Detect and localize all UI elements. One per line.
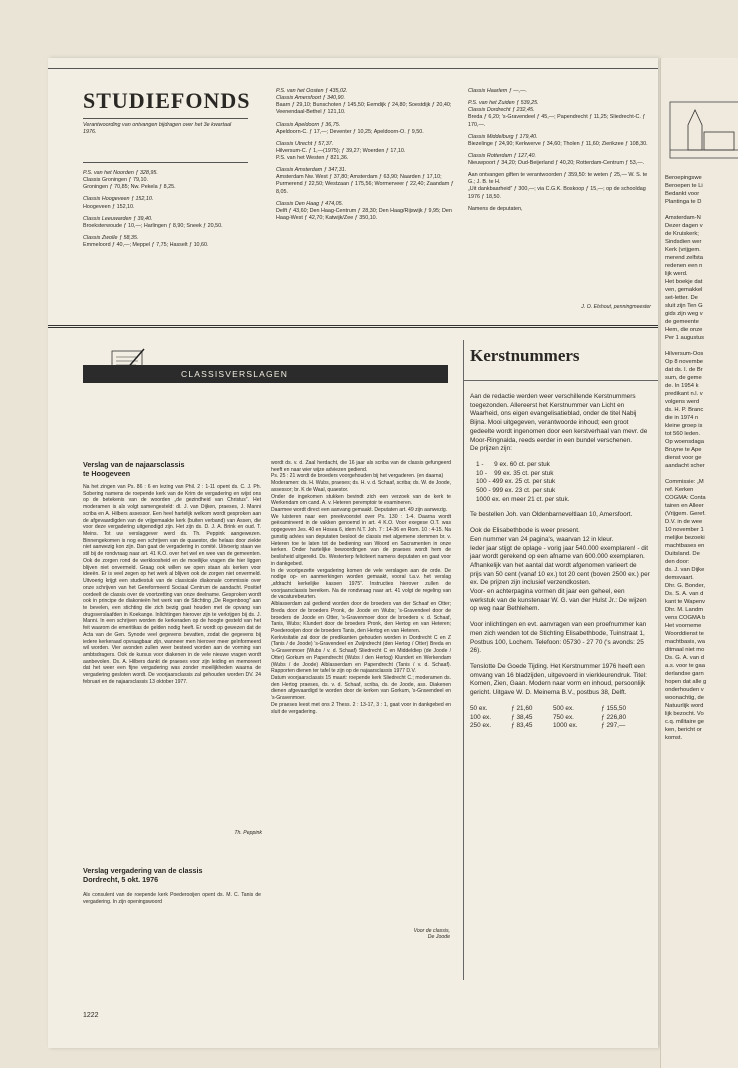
price-line: 100 - 499 ex. 25 ct. per stuk [476,478,556,486]
fund-entry-heading: P.S. van het Oosten ƒ 435,02. Classis Amersfoort ƒ 340,90. [276,88,348,102]
right-page-line [665,471,706,479]
right-page-line: volgens werd [665,399,700,405]
fund-entry [83,170,251,191]
fund-entry-heading: P.S. van het Zuiden ƒ 539,25. Classis Dordrecht ƒ 232,45. [468,100,539,114]
fund-entry-heading: Classis Rotterdam ƒ 127,40. [468,152,537,159]
box-line [463,340,464,980]
right-page-line: Op woensdaga [665,439,704,445]
section-rule [48,327,658,328]
fund-entry [83,216,251,230]
church-illustration [668,100,738,160]
right-page-line: machtbases en [665,543,705,549]
right-page-line: tairen en Alleer [665,503,704,509]
price-line: 10 - 99 ex. 35 ct. per stuk [476,469,554,477]
fund-entry-heading: Classis Apeldoorn ƒ 36,75. [276,121,341,128]
right-page-line: Ds. S. A. van d [665,591,704,597]
fund-entry [276,141,454,162]
fund-entry-text: Baarn ƒ 29,10; Bunschoten ƒ 145,50; Eemdijk ƒ 24,80; Soestdijk ƒ 20,40; Veenendaal-Bethel ƒ 121,10. [276,102,452,116]
fund-entry-heading: Classis Den Haag ƒ 474,05. [276,200,344,207]
right-page-line: ref. Kerken [665,487,694,493]
fund-entry-heading: P.S. van het Noorden ƒ 328,95. [83,170,158,176]
fund-entry [468,172,651,201]
right-page-line: Dhr. M. Landm [665,607,704,613]
classisverslagen-banner [83,365,448,383]
right-page-line: Beroepingswe [665,175,702,181]
right-page-line: Ds. G. A. van d [665,655,704,661]
right-page-line: komst. [665,735,683,741]
right-page-line: onderhouden v [665,687,704,693]
price-cell: ƒ 297,— [601,722,626,730]
right-page-line: redenen een n [665,263,703,269]
fund-entry-text: Classis Groningen ƒ 79,10. Groningen ƒ 70,85; Nw. Pekela ƒ 8,25. [83,177,176,191]
fund-entry [468,153,651,167]
right-page-line: sluit zijn Ten G [665,303,703,309]
article-body-hoogeveen: Na het zingen van Ps. 86 : 6 en lezing van Phil. 2 : 1-11 opent ds. C. J. Ph. Sobering namens de roepende kerk van de Krim de vergadering en wijst ons op de betekenis van de woorden „de gezindheid van Christus”. Het moderamen is als volgt samengesteld: dl. J. van Dijken, praeses, J. Manni scriba en A. Hilbers assessor. Een heel hartelijk welkom wordt gesproken aan de afgevaardigden van de vrijgemaakte kerk (buiten verband) van Assen, die voor deze vergadering uitgenodigd zijn. Het zijn ds. D. J. A. Brink en oud. T. Meins. Tot uw verslaggever werd ds. Th. Peppink aangewezen. Binnengekomen is nog een schrijven van de quaestor, die helaas door ziekte niet aanwezig kon zijn. Dan gaat de vergadering in comité. Uitvoerig staan we stil bij de rondvraag naar art. 41 K.O. over het wel en wee van de gemeenten. Ook de zorgen rond de werkloosheid en de moeilijke vragen die hier liggen blijven niet onvermeld. Graag ook willen we open staan als kerken voor ideeën. Er is veel zegen op het werk al blijven ook de zorgen niet onvermeld. Uitvoerig krijgt een studiestuk van de classicale diakonale commissie over onze schrijven van het Gereformeerd Sociaal Centrum de aandacht. Positief oordeelt de classis over de voortzetting van onze deelname. Gesproken wordt ook in principe de diakonieën het werk van de Stichting „De Regenboog” aan te bevelen, een stichting die zich bezig gaat houden met de opvang van drugsverslaafden in Koekange. Inlichtingen hierover zijn te verkrijgen bij ds. J. Manni. In een schrijven worden de kerkeraden op de hoogte gesteld van het feit waarom de emeritikas de gelden nodig heeft. Er wordt op gewezen dat de Acta van de Gen. Synode veel gegevens bevatten, zodat die gegevens bij iedere kerkeraad opvraagbaar zijn, wanneer men hierover meer geïnformeerd wil worden. Vier avonden zullen weer besteed worden aan de vorming van ambtsdragers. Ook de kursus voor diakenen in de vele nieuwe vragen wordt aanbevolen. Ds. A. Hilbers dankt de praeses voor zijn leiding en memoreert dat het weer een fijne vergadering was zonder moeilijkheden waarna de vergadering gesloten wordt. De voorjaarsclassis zal gehouden worden DV. 24 februari en de najaarsclassis 13 oktober 1977. [83,484,261,685]
right-page-line: 10 november 1 [665,527,704,533]
right-page-line: Het voorneme [665,623,702,629]
right-page-line: Dezer dagen v [665,223,703,229]
right-page-line: kleine groep is [665,423,703,429]
right-page-line: vens COGMA b [665,615,706,621]
right-page-line: den door: [665,559,690,565]
right-page-line [665,207,706,215]
right-page-line: Dhr. G. Bonder, [665,583,705,589]
right-page-text [665,175,706,743]
kerst-para-5: Tenslotte De Goede Tijding. Het Kerstnummer 1976 heeft een omvang van 16 bladzijden, uitgevoerd in vierkleurendruk. Titel: Komen, Zien, Gaan. Modern naar vorm en inhoud, persoonlijk gericht. Uitgave W. D. Meinema B.V., postbus 38, Delft. [470,662,647,697]
right-page-line: demsvaart. [665,575,694,581]
right-page-line: Sindsdien wer [665,239,702,245]
box-line [463,380,658,381]
price-cell: ƒ 83,45 [511,722,533,730]
right-page-line: ds. J. van Dijke [665,567,705,573]
studiefonds-title: STUDIEFONDS [83,88,251,113]
fund-entry [468,134,651,148]
right-page-line: Beroepen te Li [665,183,703,189]
right-page-line: Commissie: „M [665,479,704,485]
right-page-line: Natuurlijk word [665,703,704,709]
right-page-line: Hilversum-Oos [665,351,704,357]
right-page-line: COGMA: Conta [665,495,706,501]
right-page-line: kant te Wapenv [665,599,706,605]
right-page-line: de Kruiskerk; [665,231,699,237]
right-page-line: dat ds. I. de Br [665,367,703,373]
page-number: 1222 [83,1012,99,1019]
right-page-line: Kerk (vrijgem. [665,247,701,253]
right-page-line: Amsterdam-N [665,215,701,221]
price-cell: ƒ 155,50 [601,704,627,712]
studiefonds-col-2 [276,88,454,227]
right-page-line: de. In 1954 k [665,383,699,389]
right-page-line: melijke bezoeki [665,535,705,541]
right-page-line: Plantinga te D [665,199,702,205]
fund-entry [83,196,251,210]
price-cell: 1000 ex. [552,722,578,730]
price-line: 500 - 999 ex. 23 ct. per stuk [476,487,556,495]
rule [83,118,248,119]
fund-entry-text: Delft ƒ 43,60; Den Haag-Centrum ƒ 28,30; Den Haag/Rijswijk ƒ 9,95; Den Haag-West ƒ 42,70; Katwijk/Zee ƒ 350,10. [276,207,452,221]
fund-entry-heading: Classis Utrecht ƒ 57,37. [276,140,334,147]
right-page-line: merend zelfsta [665,255,704,261]
price-line: 1000 ex. en meer 21 ct. per stuk. [476,495,570,503]
article-title-hoogeveen: Verslag van de najaarsclassis te Hoogeveen [83,460,185,479]
fund-entry [276,88,454,117]
fund-entry-heading: Classis Hoogeveen ƒ 152,10. [83,196,154,203]
kerst-para-2: Te bestellen Joh. van Oldenbarneveltlaan 10, Amersfoort. [470,511,633,519]
right-page-line: ven, gemakkel [665,287,703,293]
right-page-line: Bruyne te Ape [665,447,702,453]
right-page-line: Woorddienst te [665,631,704,637]
right-page-line: c.q. militaire ge [665,719,704,725]
right-page-line: lijk bezocht. Vo [665,711,704,717]
right-page-line: Bedankt voor [665,191,700,197]
fund-entry-heading: Classis Haarlem ƒ —,—. [468,88,528,94]
fund-entry-text: Amsterdam Nw. West ƒ 37,80; Amsterdam ƒ 63,90; Naarden ƒ 17,10; Purmerend ƒ 22,50; Westzaan ƒ 175,56; Wormerveer ƒ 22,40; Zaandam ƒ 8,05. [276,174,454,195]
right-page-line: derlandse garn [665,671,704,677]
price-cell: 250 ex. [470,722,491,730]
article-body-dordrecht-start: Als consulent van de roepende kerk Poederooijen opent ds. M. C. Tanis de vergadering. In zijn openingswoord [83,892,261,905]
kerst-para-4: Voor inlichtingen en evt. aanvragen van een proefnummer kan men zich wenden tot de Stichting Elisabethbode, Tuinstraat 1, Postbus 100, Lochem. Telefoon: 05730 - 27 70 ('s avonds: 25 26). [470,621,647,655]
right-page-line: de gemeente [665,319,699,325]
fund-entry-text: Apeldoorn-C. ƒ 17,—; Deventer ƒ 10,25; Apeldoorn-O. ƒ 9,50. [276,128,424,135]
fund-entry [468,100,651,129]
right-page-line: Op 8 novembe [665,359,704,365]
banner-label: CLASSISVERSLAGEN [181,369,289,379]
right-page-line: sum, de geme [665,375,702,381]
kerstnummers-title: Kerstnummers [470,346,580,365]
right-page-line: gids zijn weg v [665,311,703,317]
rule [83,162,248,163]
right-page-line: predikant n.l. v [665,391,703,397]
right-page-line: Per 1 augustus [665,335,704,341]
fund-entry-text: Nieuwpoort ƒ 34,20; Oud-Beijerland ƒ 40,20; Rotterdam-Centrum ƒ 53,—. [468,160,645,166]
right-page-line: ds. H. P. Branc [665,407,704,413]
right-page-line: woonachtig, de [665,695,704,701]
fund-entry-heading: Classis Amsterdam ƒ 347,31. [276,167,347,174]
studiefonds-col-1 [83,170,251,254]
right-page-line: machtbasis, wa [665,639,705,645]
price-cell: 500 ex. [552,704,574,712]
studiefonds-subtitle: Verantwoording van ontvangen bijdragen over het 3e kwartaal 1976. [83,122,232,136]
right-page-line: tot 560 leden. [665,431,701,437]
fund-entry-text: Hoogeveen ƒ 152,10. [83,203,135,210]
right-page-line: hopen dat alle g [665,679,707,685]
price-row [470,714,650,723]
price-cell: 100 ex. [470,713,491,721]
kerst-para-3: Ook de Elisabethbode is weer present. Een nummer van 24 pagina's, waarvan 12 in kleur. Ieder jaar stijgt de oplage - vorig jaar 540.000 exemplaren! - dit jaar wordt gerekend op een afname van 600.000 exemplaren. Afhankelijk van het aantal dat wordt afgenomen varieert de prijs van 50 cent (vanaf 10 ex.) tot 20 cent (boven 2500 ex.) per ex. De prijzen zijn inclusief verzendkosten. Voor- en achterpagina vormen dit jaar een geheel, een werkstuk van de kunstenaar W. G. van der Hulst Jr.: De wijzen op weg naar Bethlehem. [470,527,650,613]
fund-entry-heading: Classis Leeuwarden ƒ 39,40. [83,215,153,222]
price-cell: 750 ex. [552,713,574,721]
article-title-dordrecht: Verslag vergadering van de classis Dordrecht, 5 okt. 1976 [83,866,203,885]
price-row [470,722,650,731]
right-page-line: (Vrijgem. Geref. [665,511,706,517]
fund-entry-heading: Classis Middelburg ƒ 179,40. [468,133,538,140]
fund-entry-heading: Classis Zwolle ƒ 58,35. [83,234,139,241]
kerstnummers-body [470,393,650,731]
price-row [470,705,650,714]
fund-entry-text: Biezelinge ƒ 24,90; Kerkwerve ƒ 34,60; Tholen ƒ 11,60; Zierikzee ƒ 108,30. [468,140,648,147]
section-rule [48,325,658,326]
fund-entry [468,88,651,95]
right-page-line: ditmaal niet mo [665,647,705,653]
fund-entry [468,206,651,213]
right-page-line: Duitsland. De [665,551,700,557]
price-cell: ƒ 226,80 [601,713,627,721]
fund-entry-text: Emmeloord ƒ 40,—; Meppel ƒ 7,75; Hasselt ƒ 10,60. [83,242,209,248]
top-rule [48,68,658,69]
right-page-line: D.V. in de wee [665,519,703,525]
kerst-para-1: Aan de redactie werden weer verschillende Kerstnummers toegezonden. Allereerst het Kerstnummer van Licht en Waarheid, ons eigen evangelisatieblad, onder de titel Nabij Bijna. Mooi uitgegeven, verantwoorde inhoud; een groot gedeelte wordt ingenomen door een kerstverhaal van mevr. de Moor-Ringnalda, reeds eerder in een bundel verschenen. De prijzen zijn: [470,393,648,453]
right-page-line: Het boekje dat [665,279,703,285]
article-signature-dejoode: Voor de classis, De Joode [413,928,450,940]
price-table [470,705,650,731]
article-signature-peppink: Th. Peppink [234,830,262,836]
price-cell: 50 ex. [470,704,488,712]
right-page-line: ken, bericht or [665,727,702,733]
price-line: 1 - 9 ex. 60 ct. per stuk [476,460,550,468]
fund-entry [276,167,454,196]
right-page-line: set-letter. De [665,295,698,301]
fund-entry-text: Broeksterwoude ƒ 10,—; Harlingen ƒ 8,90; Sneek ƒ 20,50. [83,222,223,229]
fund-entry [83,235,251,249]
fund-entry-text: Namens de deputaten, [468,205,523,212]
fund-entry-text: Hilversum-C. ƒ 1,—(1975); ƒ 39,27; Woerden ƒ 17,10. P.S. van het Westen ƒ 821,36. [276,147,406,161]
fund-entry [276,201,454,222]
fund-entry [276,122,454,136]
price-cell: ƒ 21,60 [511,704,533,712]
right-page-line [665,343,706,351]
price-list [476,461,650,505]
right-page-line: die in 1974 n [665,415,699,421]
fund-entry-text: Breda ƒ 6,20; 's-Gravendeel ƒ 45,—; Papendrecht ƒ 11,25; Sliedrecht-C. ƒ 170,—. [468,114,646,128]
fund-entry-text: Aan ontvangen giften te verantwoorden ƒ 359,50: te weten ƒ 25,— W. S. te G.; J. B. te H. „Uit dankbaarheid” ƒ 300,—; via C.G.K. Boskoop ƒ 15,—; op de schooldag 1976 ƒ 18,50. [468,172,648,200]
right-page-line: lijk werd. [665,271,688,277]
price-cell: ƒ 38,45 [511,713,533,721]
right-page-line: aandacht scher [665,463,705,469]
article-body-dordrecht-cont: wordt ds. v. d. Zaal herdacht, die 16 jaar als scriba van de classis gefungeerd heeft en naar wier wijze adviezen gediend. Ps. 25 : 21 wordt de broeders voorgehouden bij het vergaderen. (en daarna) Moderamen: ds. H. Wubs, praeses; ds. H. v. d. Schaaf, scriba; ds. W. de Joode, assessor; br. K de Waal, quaestor. Onder de ingekomen stukken bevindt zich een verzoek van de kerk te Werkendam om cand. A. v. Heteren peremptoir te examineren. Daarmee wordt direct een aanvang gemaakt. Deputaten art. 49 zijn aanwezig. We luisteren naar een preekvoorstel over Ps. 130 : 1-4. Daarna wordt geëxamineerd in de vakken genoemd in art. 4 K.O. Voor exegese O.T. was opgegeven Jes. 40 en Hosea 6, idem N.T. Joh. 7 : 14-36 en Rom. 10 : 4-15. Na gunstig advies van deputaten besloot de classis met algemene stemmen br. v. Heteren toe te laten tot de bediening van Woord en Sacramenten in onze kerken. Onder hartelijke bewoordingen van de praeses wordt hem de beslisheid uitgereikt. Ds. Westerterp feliciteert namens deputaten en gaat voor in dankgebed. In de voortgezette vergadering komen de vele verslagen aan de orde. De nodige op- en aanmerkingen worden gemaakt, vooral t.a.v. het verslag „afdracht kerkelijke kassen 1975”. Instructies hierover zullen de voorjaarsclassis bereiken. Na de rondvraag naar art. 41 volgt de regeling van de vacaturebeurten. Alblasserdam zal gediend worden door de broeders van der Schaaf en Otter; Breda door de broeders Pronk, de Joode en Wubs; 's-Gravendeel door de broeders de Joode en Otter, 's-Gravenmoer door de broeders v. d. Schaaf, Tanis, Wubs; Klundert door de broeders Pronk, den Hertog en van Heteren; Poederooijen door de broeders Tanis, den Hertog en van Heteren. Kerkvisitatie zal door de predikanten gehouden worden in Dordrecht C en Z (Tanis / de Joode) 's-Gravendeel en Zwijndrecht (den Hertog / Otter) Breda en 's-Gravenmoer (Wubs / v. d. Schaaf) Sliedrecht C en Middeldiep (de Joode / Otter) Gorkum en Papendrecht (Wubs / den Hertog) Klundert en Werkendam (Wubs / de Joode) Alblasserdam en Papendrecht (Tanis / v. d. Schaaf). Rapporten dienen ter tafel te zijn op de najaarsclassis 1977 D.V. Datum voorjaarsclassis 15 maart: roepende kerk Sliedrecht C.; moderamen ds. den Hertog praeses, ds. v. d. Schaaf, scriba, ds. de Joode, ass. Diakenen dienen afgevaardigd te worden door de kerken van Gorkum, 's-Gravendeel en 's-Gravenmoer. De praeses leest met ons 2 Thess. 2 : 13-17, 3 : 1, gaat voor in dankgebed en sluit de vergadering. [271,460,451,715]
right-page-line: a.s. voor te gaa [665,663,705,669]
right-page-line: Hem, die onze [665,327,703,333]
studiefonds-signature: J. O. Elshout, penningmeester [581,304,651,310]
right-page-line: dienst voor ge [665,455,702,461]
studiefonds-col-3 [468,88,651,218]
